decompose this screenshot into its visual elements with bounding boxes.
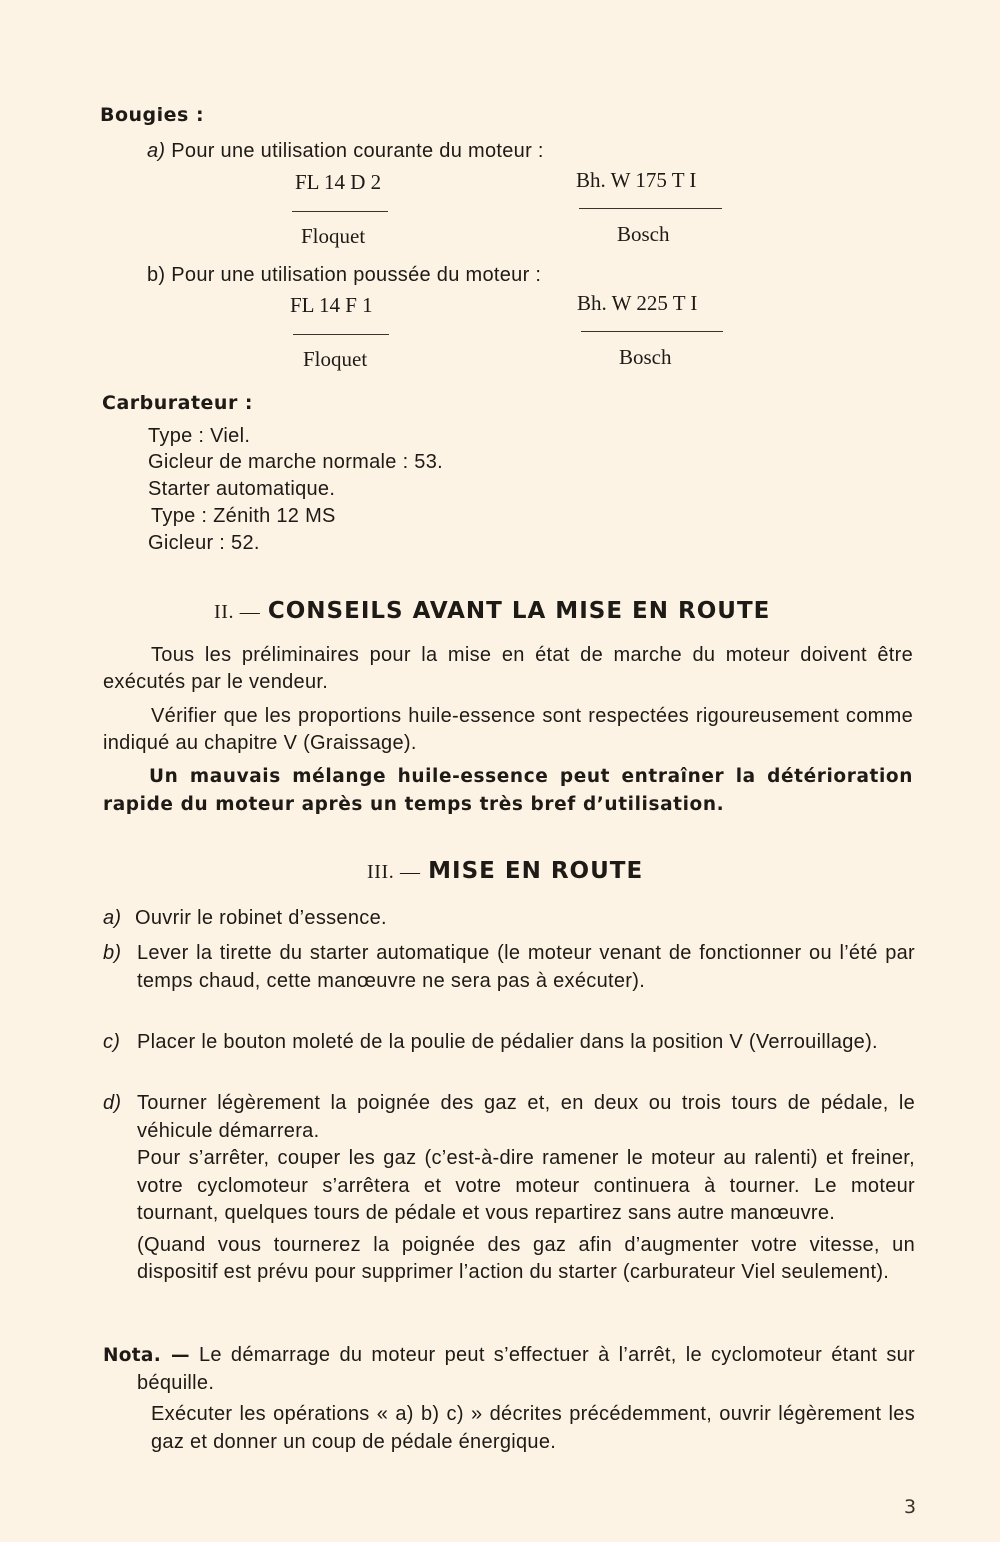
bosch-brand-b: Bosch [619,345,672,369]
section-3-number: III. — [367,861,421,883]
bosch-rule-b [581,331,723,332]
step-c [103,1029,915,1057]
nota-sub-text: Exécuter les opérations « a) b) c) » décrites précédemment, ouvrir légèrement les gaz et donner un coup de pédale énergique. [151,1403,915,1453]
section-3-heading: MISE EN ROUTE [428,858,644,884]
carburateur-heading: Carburateur : [102,392,254,414]
section-2-heading: CONSEILS AVANT LA MISE EN ROUTE [267,598,771,624]
bougies-a-label: a) [147,140,166,162]
bosch-ref-b: Bh. W 225 T I [577,291,698,315]
step-d-stop-text: Pour s’arrêter, couper les gaz (c’est-à-dire ramener le moteur au ralenti) et freiner, votre cyclomoteur s’arrêtera et votre moteur continuera à tourner. Le moteur tournant, quelques tours de pédale et vous repartirez sans autre manœuvre. [137,1147,915,1224]
section-2-warning: Un mauvais mélange huile-essence peut entraîner la détérioration rapide du moteur après un temps très bref d’utilisation. [103,766,913,815]
nota [103,1342,915,1456]
step-b-label: b) [103,942,122,964]
step-d-note-text: (Quand vous tournerez la poignée des gaz afin d’augmenter votre vitesse, un dispositif est prévu pour supprimer l’action du starter (carburateur Viel seulement). [137,1233,915,1283]
nota-label: Nota. — [103,1345,190,1366]
floquet-rule-b [293,334,389,335]
floquet-brand-a: Floquet [301,224,366,248]
bosch-brand-a: Bosch [617,222,670,246]
section-2-para-2: Vérifier que les proportions huile-essence sont respectées rigoureusement comme indiqué au chapitre V (Graissage). [103,705,913,754]
step-a-label: a) [103,907,122,929]
bougies-a-line [147,140,544,163]
bosch-ref-a: Bh. W 175 T I [576,168,697,192]
carburateur-line: Type : Viel. [148,425,251,447]
step-d [103,1090,915,1287]
bougies-b-label: b) [147,264,166,286]
bougies-a-text: Pour une utilisation courante du moteur : [171,140,544,162]
floquet-brand-b: Floquet [303,347,368,371]
floquet-ref-a: FL 14 D 2 [295,170,382,194]
step-a [103,905,915,933]
step-c-text: Placer le bouton moleté de la poulie de pédalier dans la position V (Verrouillage). [137,1031,878,1053]
bougies-b-line [147,264,541,287]
section-2-title [214,596,770,625]
page-number: 3 [904,1496,917,1518]
bougies-heading: Bougies : [100,104,205,126]
carburateur-line: Type : Zénith 12 MS [151,505,336,527]
floquet-ref-b: FL 14 F 1 [290,293,373,317]
step-d-label: d) [103,1092,122,1114]
carburateur-line: Gicleur de marche normale : 53. [148,451,443,473]
nota-line [103,1342,915,1397]
step-b-text: Lever la tirette du starter automatique (le moteur venant de fonctionner ou l’été par temps chaud, cette manœuvre ne sera pas à exécuter). [137,942,915,992]
step-b [103,940,915,995]
bosch-rule-a [579,208,722,209]
floquet-rule-a [292,211,388,212]
section-3-title [367,856,643,885]
bougies-b-text: Pour une utilisation poussée du moteur : [171,264,542,286]
section-2-para-1: Tous les préliminaires pour la mise en état de marche du moteur doivent être exécutés par le vendeur. [103,644,913,693]
carburateur-line: Gicleur : 52. [148,532,260,554]
step-c-label: c) [103,1031,121,1053]
section-2-number: II. — [214,601,261,623]
carburateur-line: Starter automatique. [148,478,336,500]
nota-text: Le démarrage du moteur peut s’effectuer à l’arrêt, le cyclomoteur étant sur béquille. [137,1344,916,1394]
step-a-text: Ouvrir le robinet d’essence. [135,907,387,929]
step-d-text: Tourner légèrement la poignée des gaz et, en deux ou trois tours de pédale, le véhicule démarrera. [137,1092,915,1142]
